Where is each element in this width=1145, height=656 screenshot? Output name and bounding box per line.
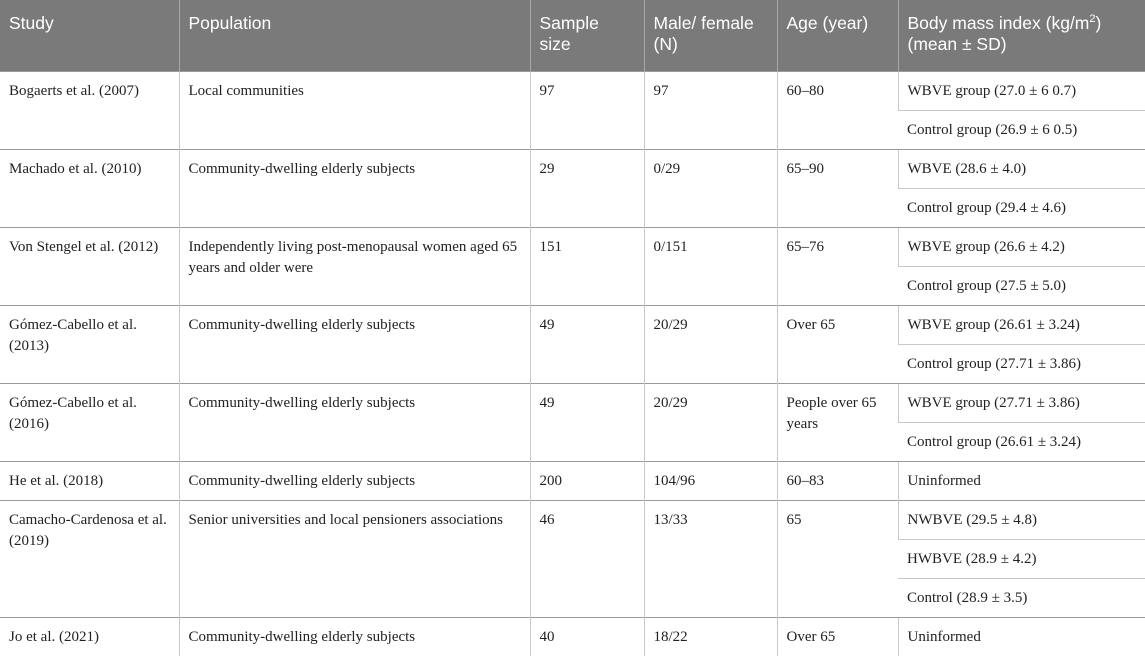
age-cell: 65 xyxy=(777,500,898,617)
male-female-cell: 0/29 xyxy=(644,149,777,227)
sample-size-cell: 49 xyxy=(530,383,644,461)
study-cell: Machado et al. (2010) xyxy=(0,149,179,227)
age-cell: 65–76 xyxy=(777,227,898,305)
bmi-cell: Control group (27.71 ± 3.86) xyxy=(898,344,1145,383)
population-cell: Independently living post-menopausal women aged 65 years and older were xyxy=(179,227,530,305)
header-population: Population xyxy=(179,0,530,71)
bmi-cell: Control group (26.9 ± 6 0.5) xyxy=(898,110,1145,149)
header-male-female: Male/ female (N) xyxy=(644,0,777,71)
population-cell: Community-dwelling elderly subjects xyxy=(179,617,530,656)
bmi-cell: Control (28.9 ± 3.5) xyxy=(898,578,1145,617)
table-row xyxy=(0,500,1145,539)
sample-size-cell: 200 xyxy=(530,461,644,500)
table-header xyxy=(0,0,1145,71)
male-female-cell: 13/33 xyxy=(644,500,777,617)
header-sample-size: Sample size xyxy=(530,0,644,71)
header-bmi xyxy=(898,0,1145,71)
bmi-cell: WBVE group (26.6 ± 4.2) xyxy=(898,227,1145,266)
age-cell: Over 65 xyxy=(777,305,898,383)
bmi-cell: Control group (29.4 ± 4.6) xyxy=(898,188,1145,227)
male-female-cell: 20/29 xyxy=(644,383,777,461)
header-study: Study xyxy=(0,0,179,71)
header-bmi-suffix: ) (mean ± SD) xyxy=(907,13,1102,54)
bmi-cell: Uninformed xyxy=(898,461,1145,500)
sample-size-cell: 29 xyxy=(530,149,644,227)
bmi-cell: Control group (26.61 ± 3.24) xyxy=(898,422,1145,461)
study-cell: Bogaerts et al. (2007) xyxy=(0,71,179,149)
male-female-cell: 97 xyxy=(644,71,777,149)
header-bmi-superscript: 2 xyxy=(1089,13,1096,26)
table-row xyxy=(0,617,1145,656)
age-cell: 65–90 xyxy=(777,149,898,227)
table-row xyxy=(0,71,1145,110)
male-female-cell: 0/151 xyxy=(644,227,777,305)
bmi-cell: WBVE group (26.61 ± 3.24) xyxy=(898,305,1145,344)
sample-size-cell: 151 xyxy=(530,227,644,305)
male-female-cell: 104/96 xyxy=(644,461,777,500)
table-row xyxy=(0,227,1145,266)
population-cell: Community-dwelling elderly subjects xyxy=(179,149,530,227)
sample-size-cell: 40 xyxy=(530,617,644,656)
male-female-cell: 18/22 xyxy=(644,617,777,656)
bmi-cell: Control group (27.5 ± 5.0) xyxy=(898,266,1145,305)
population-cell: Community-dwelling elderly subjects xyxy=(179,461,530,500)
study-cell: Gómez-Cabello et al. (2016) xyxy=(0,383,179,461)
bmi-cell: WBVE group (27.0 ± 6 0.7) xyxy=(898,71,1145,110)
table-body xyxy=(0,71,1145,656)
age-cell: 60–83 xyxy=(777,461,898,500)
table-row xyxy=(0,305,1145,344)
header-row xyxy=(0,0,1145,71)
study-cell: Jo et al. (2021) xyxy=(0,617,179,656)
study-cell: He et al. (2018) xyxy=(0,461,179,500)
header-bmi-prefix: Body mass index (kg/m xyxy=(907,13,1090,33)
sample-size-cell: 46 xyxy=(530,500,644,617)
male-female-cell: 20/29 xyxy=(644,305,777,383)
table-row xyxy=(0,383,1145,422)
bmi-cell: WBVE (28.6 ± 4.0) xyxy=(898,149,1145,188)
age-cell: 60–80 xyxy=(777,71,898,149)
header-age: Age (year) xyxy=(777,0,898,71)
sample-size-cell: 49 xyxy=(530,305,644,383)
sample-size-cell: 97 xyxy=(530,71,644,149)
population-cell: Community-dwelling elderly subjects xyxy=(179,383,530,461)
population-cell: Local communities xyxy=(179,71,530,149)
bmi-cell: Uninformed xyxy=(898,617,1145,656)
study-cell: Camacho-Cardenosa et al. (2019) xyxy=(0,500,179,617)
study-cell: Von Stengel et al. (2012) xyxy=(0,227,179,305)
bmi-cell: NWBVE (29.5 ± 4.8) xyxy=(898,500,1145,539)
population-cell: Community-dwelling elderly subjects xyxy=(179,305,530,383)
age-cell: People over 65 years xyxy=(777,383,898,461)
table-row xyxy=(0,149,1145,188)
population-cell: Senior universities and local pensioners associations xyxy=(179,500,530,617)
table-row xyxy=(0,461,1145,500)
bmi-cell: WBVE group (27.71 ± 3.86) xyxy=(898,383,1145,422)
bmi-cell: HWBVE (28.9 ± 4.2) xyxy=(898,539,1145,578)
age-cell: Over 65 xyxy=(777,617,898,656)
study-cell: Gómez-Cabello et al. (2013) xyxy=(0,305,179,383)
